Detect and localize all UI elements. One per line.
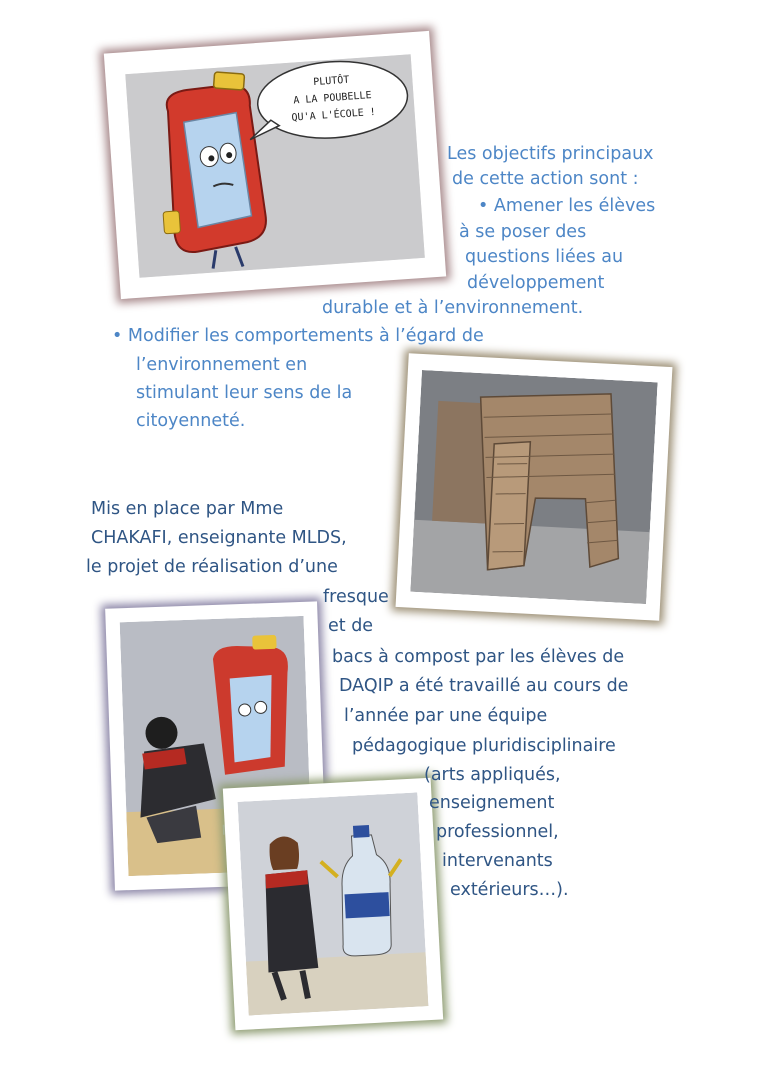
wooden-bins-image (410, 370, 657, 604)
text-line: fresque (323, 587, 389, 607)
compost-bins-photo (396, 353, 673, 620)
text-line: développement (467, 273, 605, 293)
text-line: l’environnement en (136, 355, 308, 375)
student-painting-photo-2 (223, 778, 443, 1031)
text-line: l’année par une équipe (344, 706, 548, 726)
text-line: le projet de réalisation d’une (86, 557, 338, 577)
text-line: DAQIP a été travaillé au cours de (339, 676, 629, 696)
text-line: à se poser des (459, 222, 587, 242)
bullet-item: • Amener les élèves (478, 196, 656, 216)
text-line: stimulant leur sens de la (136, 383, 353, 403)
bubble-line-2: A LA POUBELLE (293, 90, 372, 107)
text-line: professionnel, (436, 822, 559, 842)
text-line: Les objectifs principaux (447, 144, 654, 164)
bullet-item: • Modifier les comportements à l’égard de (112, 326, 484, 346)
text-line: bacs à compost par les élèves de (332, 647, 625, 667)
bubble-line-3: QU'A L'ÉCOLE ! (291, 106, 377, 124)
text-line: et de (328, 616, 374, 636)
text-line: de cette action sont : (452, 169, 639, 189)
text-line: questions liées au (465, 247, 624, 267)
text-line: (arts appliqués, (424, 765, 561, 785)
bubble-line-1: PLUTÔT (312, 74, 350, 89)
fresco-painting-image-2 (238, 792, 429, 1015)
text-line: Mis en place par Mme (91, 499, 284, 519)
text-line: intervenants (442, 851, 553, 871)
text-line: enseignement (429, 793, 555, 813)
text-line: durable et à l’environnement. (322, 298, 584, 318)
cartoon-photo (104, 31, 446, 299)
text-line: pédagogique pluridisciplinaire (352, 736, 616, 756)
ketchup-bottle-cartoon (125, 54, 425, 277)
text-line: CHAKAFI, enseignante MLDS, (91, 528, 347, 548)
text-line: citoyenneté. (136, 411, 246, 431)
text-line: extérieurs…). (450, 880, 569, 900)
